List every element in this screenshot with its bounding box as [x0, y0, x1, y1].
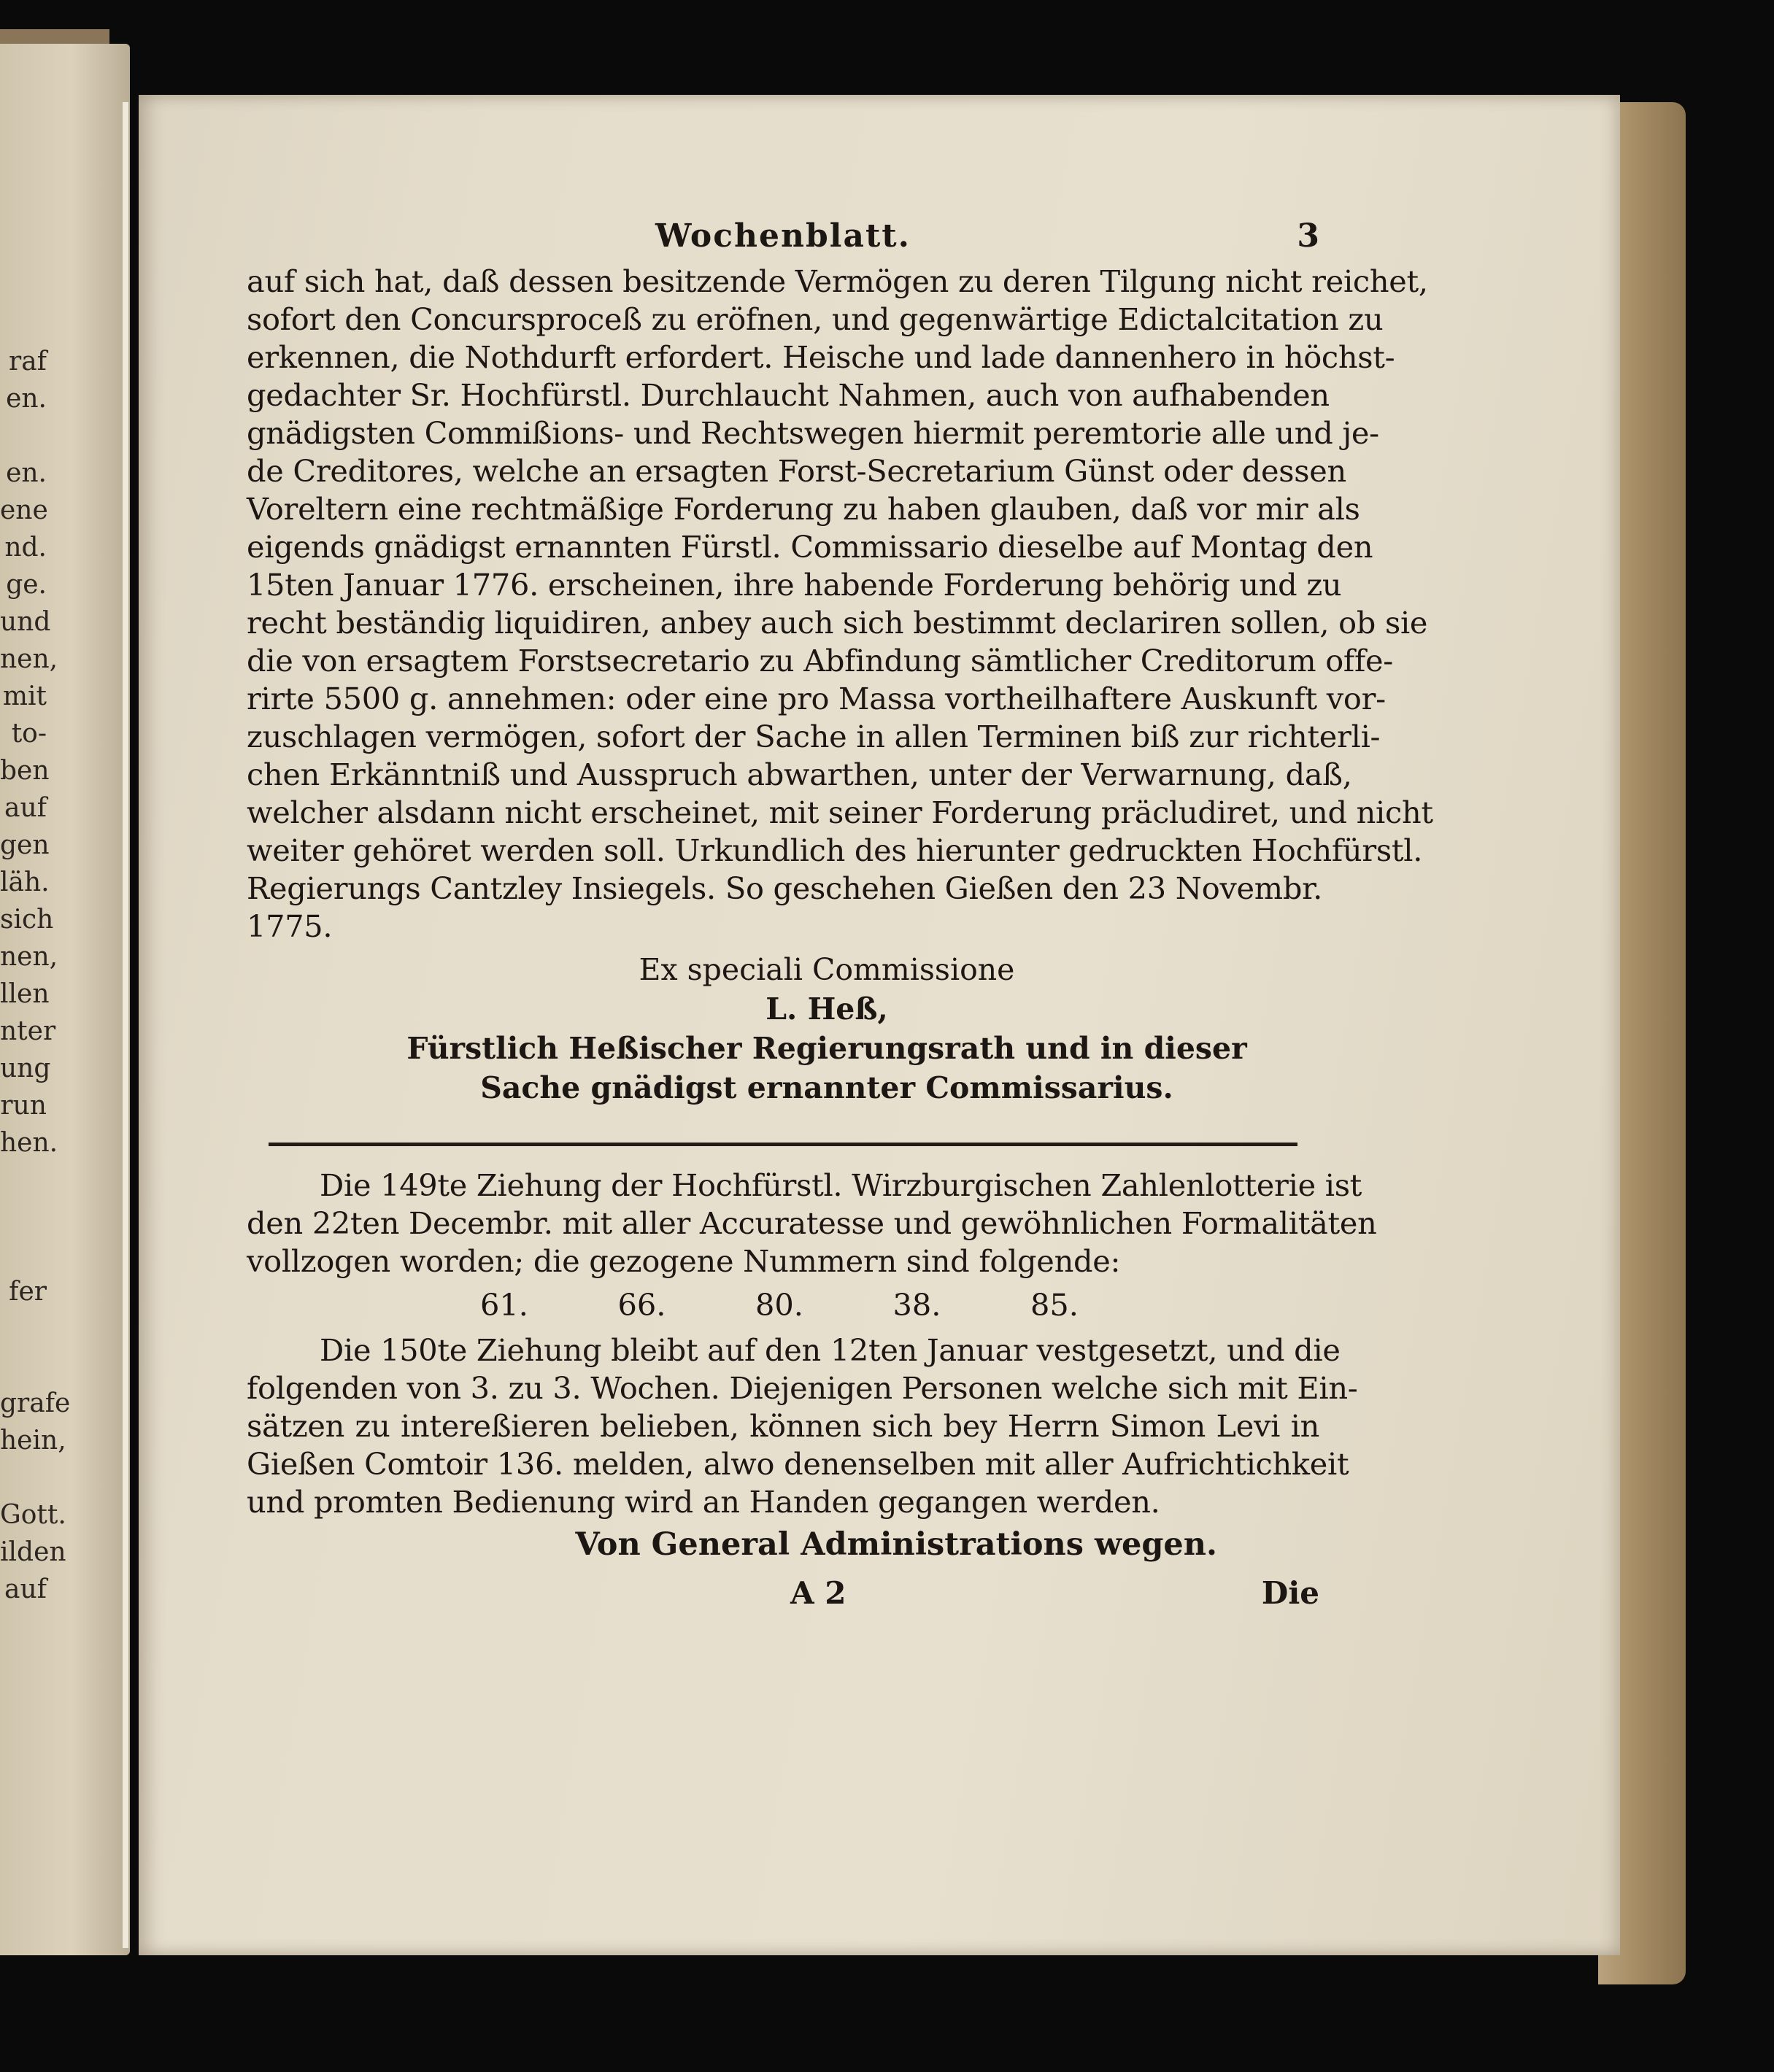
facing-page-fragment: en.: [6, 458, 47, 488]
text-line: 1775.: [247, 908, 333, 944]
drawn-number: 38.: [892, 1287, 941, 1323]
facing-page-fragment: ene: [0, 495, 48, 525]
facing-page-fragment: mit: [2, 681, 47, 711]
text-line: weiter gehöret werden soll. Urkundlich des hierunter gedruckten Hochfürstl.: [247, 832, 1423, 868]
closing-authority: Von General Administrations wegen.: [575, 1526, 1217, 1563]
text-line: eigends gnädigst ernannten Fürstl. Commissario dieselbe auf Montag den: [247, 529, 1373, 565]
facing-page-fragment: [0, 417, 47, 455]
page-gutter: [123, 102, 128, 1948]
text-line: Die 149te Ziehung der Hochfürstl. Wirzburgischen Zahlenlotterie ist: [320, 1167, 1362, 1203]
facing-page-fragment: ge.: [6, 570, 47, 600]
signature-block: [247, 950, 1319, 1107]
facing-page-fragment: nter: [0, 1016, 56, 1046]
text-line: chen Erkänntniß und Ausspruch abwarthen, unter der Verwarnung, daß,: [247, 757, 1352, 792]
drawn-number: 80.: [755, 1287, 803, 1323]
printed-text-block: [247, 212, 1433, 1619]
drawn-numbers: [480, 1286, 1079, 1324]
text-line: de Creditores, welche an ersagten Forst-Secretarium Günst oder dessen: [247, 453, 1346, 489]
facing-page-fragment: raf: [9, 347, 47, 376]
facing-page-fragment: [0, 1459, 47, 1496]
facing-page-fragment: [0, 1348, 47, 1385]
text-line: Voreltern eine rechtmäßige Forderung zu haben glauben, daß vor mir als: [247, 491, 1360, 527]
section-divider-rule: [269, 1143, 1297, 1146]
text-line: auf sich hat, daß dessen besitzende Vermögen zu deren Tilgung nicht reichet,: [247, 263, 1428, 299]
facing-page-fragment: hen.: [0, 1128, 58, 1158]
facing-page-fragment: llen: [0, 979, 50, 1009]
facing-page-fragment: auf: [4, 793, 47, 823]
signature-title-line-1: Fürstlich Heßischer Regierungsrath und in dieser: [406, 1031, 1247, 1066]
facing-page-fragment: läh.: [0, 867, 50, 897]
facing-page-fragment: [0, 1161, 47, 1199]
text-line: zuschlagen vermögen, sofort der Sache in allen Terminen biß zur richterli-: [247, 719, 1381, 754]
page-footer: [247, 1575, 1319, 1619]
catchword: Die: [1261, 1575, 1319, 1611]
facing-page-fragment: hein,: [0, 1426, 66, 1456]
facing-page-fragment: sich: [0, 905, 54, 935]
signature-title-line-2: Sache gnädigst ernannter Commissarius.: [480, 1070, 1173, 1105]
text-line: rirte 5500 g. annehmen: oder eine pro Massa vortheilhaftere Auskunft vor-: [247, 681, 1386, 716]
text-line: die von ersagtem Forstsecretario zu Abfindung sämtlicher Creditorum offe-: [247, 643, 1394, 679]
facing-page-fragment: nen,: [0, 644, 58, 674]
text-line: Die 150te Ziehung bleibt auf den 12ten Januar vestgesetzt, und die: [320, 1332, 1341, 1368]
signature-line-commission: Ex speciali Commissione: [639, 952, 1015, 987]
page-number: 3: [1297, 217, 1319, 255]
text-line: folgenden von 3. zu 3. Wochen. Diejenigen Personen welche sich mit Ein-: [247, 1370, 1358, 1406]
facing-page-fragment: [0, 1310, 47, 1348]
paragraph-edict: [247, 263, 1433, 946]
text-line: sätzen zu intereßieren belieben, können sich bey Herrn Simon Levi in: [247, 1408, 1319, 1444]
text-line: den 22ten Decembr. mit aller Accuratesse und gewöhnlichen Formalitäten: [247, 1205, 1377, 1241]
drawn-number: 61.: [480, 1287, 528, 1323]
text-line: Regierungs Cantzley Insiegels. So geschehen Gießen den 23 Novembr.: [247, 870, 1322, 906]
facing-page-fragment: ilden: [0, 1537, 66, 1567]
text-line: Gießen Comtoir 136. melden, alwo denenselben mit aller Aufrichtichkeit: [247, 1446, 1349, 1482]
facing-page-fragment: ung: [0, 1054, 51, 1083]
facing-page-text-fragments: [0, 343, 71, 1608]
facing-page-fragment: to-: [11, 719, 47, 749]
facing-page-fragment: auf: [4, 1574, 47, 1604]
text-line: vollzogen worden; die gezogene Nummern sind folgende:: [247, 1243, 1121, 1279]
facing-page-fragment: ben: [0, 756, 50, 786]
facing-page-fragment: run: [0, 1091, 47, 1121]
facing-page-fragment: [0, 1199, 47, 1236]
drawn-number: 66.: [617, 1287, 666, 1323]
facing-page-fragment: fer: [9, 1277, 47, 1307]
text-line: erkennen, die Nothdurft erfordert. Heische und lade dannenhero in höchst-: [247, 339, 1395, 375]
running-head: [247, 212, 1319, 263]
drawn-number: 85.: [1030, 1287, 1079, 1323]
facing-page-fragment: gen: [0, 830, 50, 860]
facing-page-fragment: [0, 1236, 47, 1273]
text-line: gnädigsten Commißions- und Rechtswegen hiermit peremtorie alle und je-: [247, 415, 1379, 451]
paragraph-next-draw: [247, 1331, 1358, 1521]
signature-name: L. Heß,: [765, 991, 888, 1027]
text-line: gedachter Sr. Hochfürstl. Durchlaucht Nahmen, auch von aufhabenden: [247, 377, 1330, 413]
facing-page-fragment: Gott.: [0, 1500, 66, 1530]
paragraph-lottery-draw: [247, 1167, 1377, 1280]
facing-page-fragment: grafe: [0, 1388, 71, 1418]
running-title: Wochenblatt.: [655, 217, 911, 255]
text-line: recht beständig liquidiren, anbey auch sich bestimmt declariren sollen, ob sie: [247, 605, 1428, 641]
facing-page-fragment: en.: [6, 384, 47, 414]
facing-page-fragment: und: [0, 607, 51, 637]
signature-mark: A 2: [790, 1575, 846, 1611]
facing-page-fragment: nd.: [4, 533, 47, 563]
text-line: sofort den Concursproceß zu eröfnen, und gegenwärtige Edictalcitation zu: [247, 301, 1384, 337]
text-line: und promten Bedienung wird an Handen gegangen werden.: [247, 1484, 1160, 1520]
text-line: welcher alsdann nicht erscheinet, mit seiner Forderung präcludiret, und nicht: [247, 795, 1433, 830]
facing-page-fragment: nen,: [0, 942, 58, 972]
text-line: 15ten Januar 1776. erscheinen, ihre habende Forderung behörig und zu: [247, 567, 1342, 603]
